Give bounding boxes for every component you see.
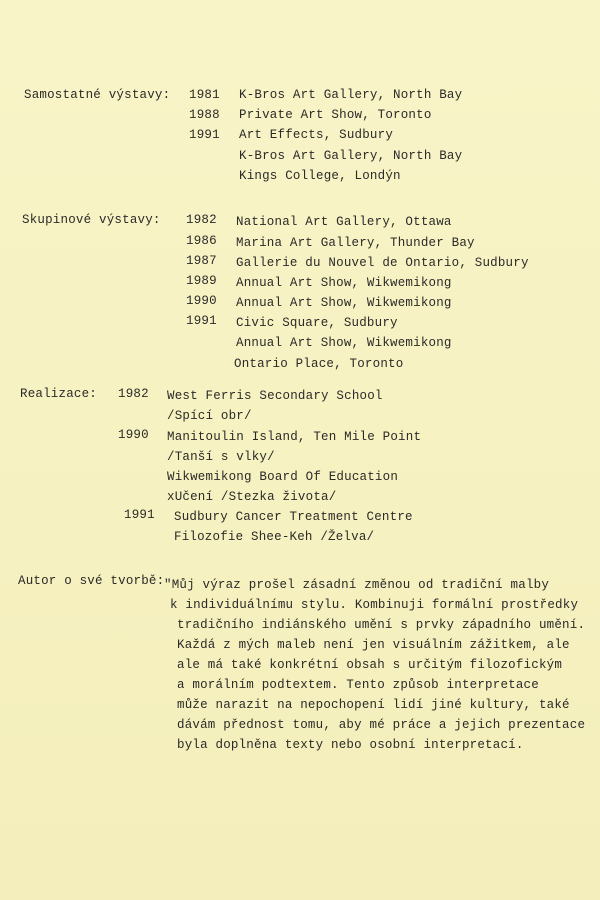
group-year: 1991 xyxy=(186,314,217,328)
realization-entry: Manitoulin Island, Ten Mile Point xyxy=(167,430,422,444)
solo-entry: Art Effects, Sudbury xyxy=(239,128,394,142)
group-entry: Annual Art Show, Wikwemikong xyxy=(236,296,452,310)
author-statement-heading: Autor o své tvorbě: xyxy=(18,574,165,588)
group-year: 1982 xyxy=(186,213,217,227)
solo-year: 1991 xyxy=(189,128,220,142)
statement-line: Každá z mých maleb není jen visuálním zážitkem, ale xyxy=(177,638,570,652)
realization-entry: /Spící obr/ xyxy=(167,409,252,423)
group-entry: National Art Gallery, Ottawa xyxy=(236,215,452,229)
statement-line: tradičního indiánského umění s prvky západního umění. xyxy=(177,618,586,632)
solo-year: 1988 xyxy=(189,108,220,122)
statement-line: k individuálnímu stylu. Kombinuji formální prostředky xyxy=(170,598,579,612)
group-entry: Civic Square, Sudbury xyxy=(236,316,398,330)
realization-entry: Wikwemikong Board Of Education xyxy=(167,470,399,484)
realization-entry: /Tanší s vlky/ xyxy=(167,450,275,464)
statement-line: může narazit na nepochopení lidí jiné kultury, také xyxy=(177,698,570,712)
realization-year: 1982 xyxy=(118,387,149,401)
statement-line: a morálním podtextem. Tento způsob interpretace xyxy=(177,678,539,692)
group-entry: Gallerie du Nouvel de Ontario, Sudbury xyxy=(236,256,529,270)
group-year: 1987 xyxy=(186,254,217,268)
solo-exhibitions-heading: Samostatné výstavy: xyxy=(24,88,171,102)
solo-entry: Private Art Show, Toronto xyxy=(239,108,432,122)
group-year: 1989 xyxy=(186,274,217,288)
group-entry: Ontario Place, Toronto xyxy=(234,357,404,371)
group-year: 1990 xyxy=(186,294,217,308)
group-exhibitions-heading: Skupinové výstavy: xyxy=(22,213,161,227)
solo-entry: Kings College, Londýn xyxy=(239,169,401,183)
solo-entry: K-Bros Art Gallery, North Bay xyxy=(239,149,463,163)
group-year: 1986 xyxy=(186,234,217,248)
statement-line: "Můj výraz prošel zásadní změnou od tradiční malby xyxy=(164,578,550,592)
statement-line: dávám přednost tomu, aby mé práce a jejich prezentace xyxy=(177,718,586,732)
statement-line: byla doplněna texty nebo osobní interpretací. xyxy=(177,738,524,752)
realization-entry: xUčení /Stezka života/ xyxy=(167,490,337,504)
realization-entry: West Ferris Secondary School xyxy=(167,389,383,403)
statement-line: ale má také konkrétní obsah s určitým filozofickým xyxy=(177,658,563,672)
group-entry: Annual Art Show, Wikwemikong xyxy=(236,336,452,350)
realization-heading: Realizace: xyxy=(20,387,98,401)
realization-year: 1991 xyxy=(124,508,155,522)
realization-year: 1990 xyxy=(118,428,149,442)
solo-year: 1981 xyxy=(189,88,220,102)
group-entry: Annual Art Show, Wikwemikong xyxy=(236,276,452,290)
solo-entry: K-Bros Art Gallery, North Bay xyxy=(239,88,463,102)
realization-entry: Sudbury Cancer Treatment Centre xyxy=(174,510,413,524)
realization-entry: Filozofie Shee-Keh /Želva/ xyxy=(174,530,375,544)
group-entry: Marina Art Gallery, Thunder Bay xyxy=(236,236,475,250)
